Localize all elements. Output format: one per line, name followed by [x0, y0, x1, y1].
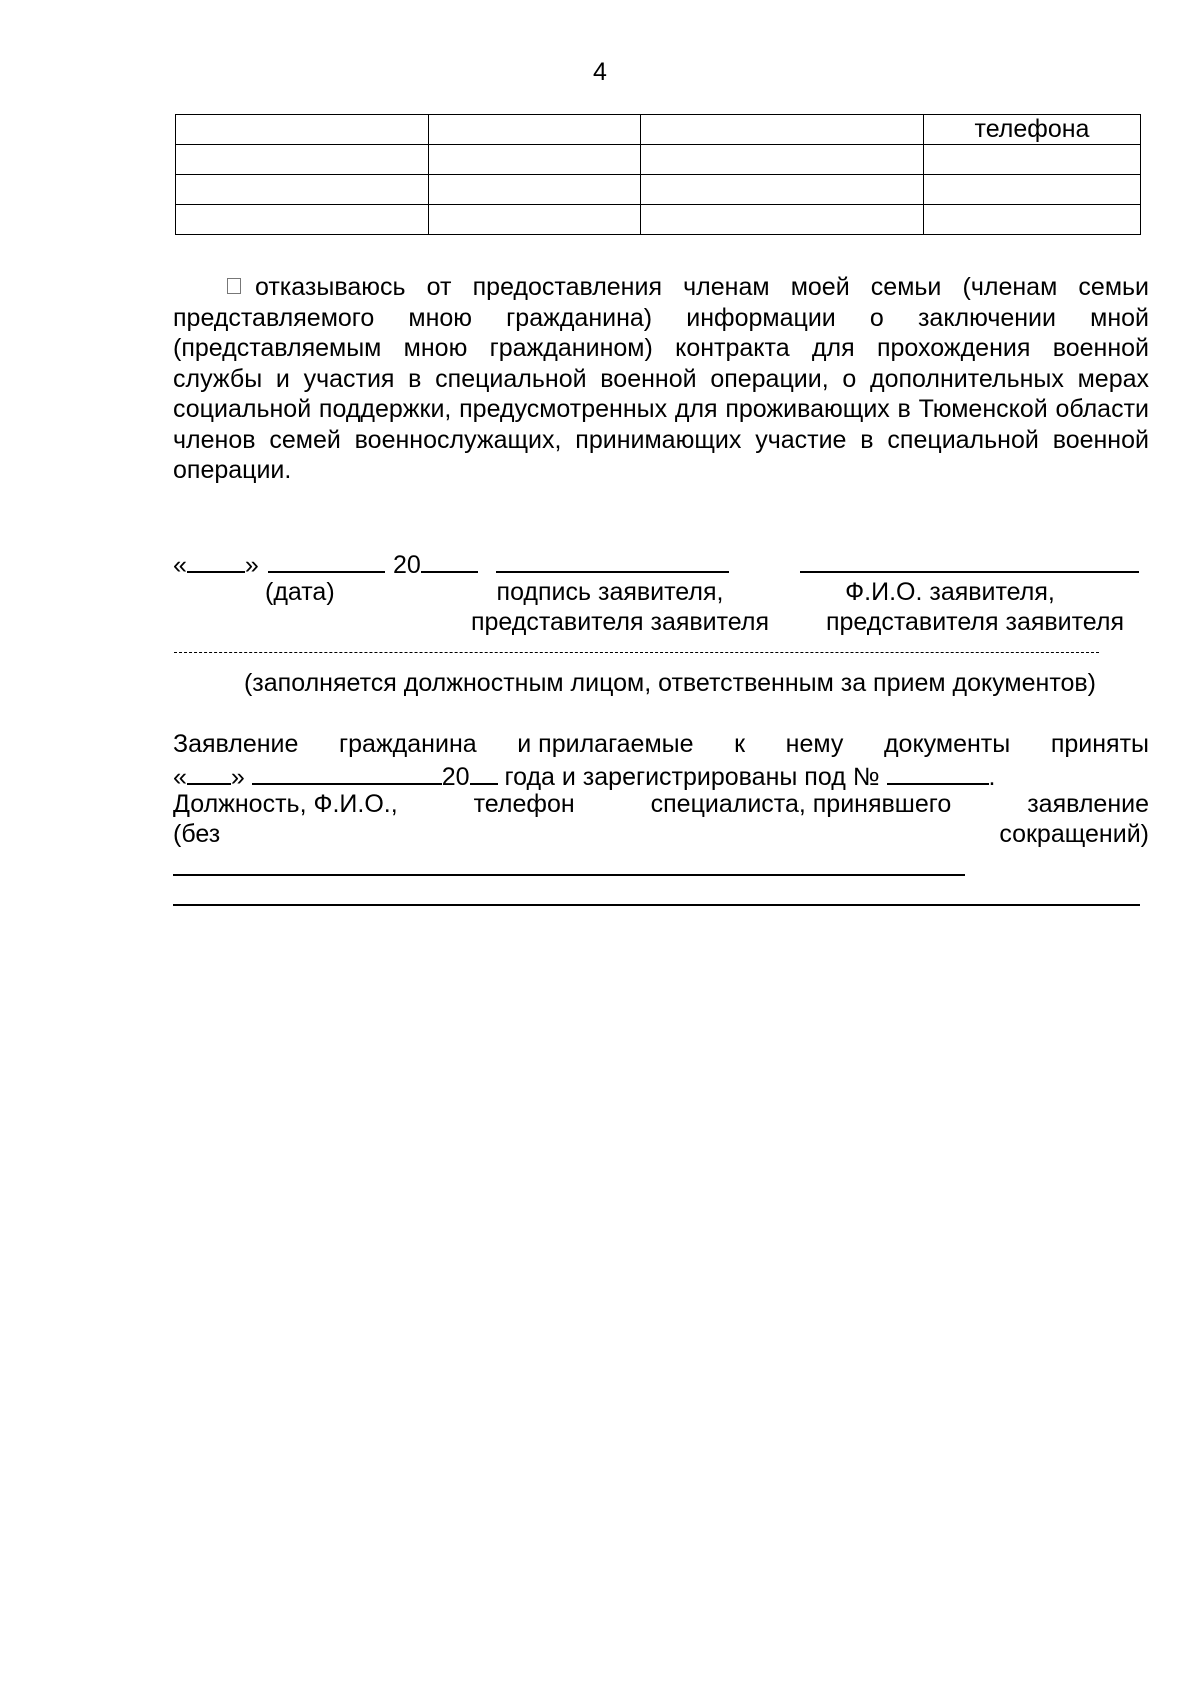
registered-text: года и зарегистрированы под № — [504, 763, 880, 791]
open-quote: « — [173, 551, 187, 579]
table-cell — [429, 115, 641, 145]
fio-line[interactable] — [800, 571, 1139, 573]
month-blank[interactable] — [268, 571, 385, 573]
acceptance-line-2 — [173, 759, 995, 792]
acceptance-word: сокращений) — [999, 820, 1149, 848]
open-quote: « — [173, 763, 187, 791]
refusal-text: отказываюсь от предоставления членам моей семьи (членам семьи представляемого мною гражданина) информации о заключении мной (представляемым мною гражданином) контракта для прохождения военной службы и участия в специальной военной операции, о дополнительных мерах социальной поддержки, предусмотренных для проживающих в Тюменской области членов семей военнослужащих, принимающих участие в специальной военной операции. — [173, 273, 1149, 484]
signature-caption-1: подпись заявителя, — [496, 578, 724, 606]
year-prefix: 20 — [441, 763, 470, 791]
table-row — [176, 145, 1141, 175]
year-field[interactable] — [393, 547, 478, 580]
specialist-line-2[interactable] — [173, 904, 1140, 906]
checkbox-icon[interactable] — [227, 278, 241, 294]
table-cell[interactable] — [176, 145, 429, 175]
table-cell[interactable] — [641, 205, 924, 235]
table-cell — [176, 115, 429, 145]
table-row — [176, 175, 1141, 205]
year-prefix: 20 — [393, 551, 421, 579]
year-blank[interactable] — [470, 759, 498, 785]
close-quote: » — [230, 763, 245, 791]
table-cell[interactable] — [429, 205, 641, 235]
table-cell[interactable] — [641, 145, 924, 175]
month-blank[interactable] — [252, 759, 442, 785]
acceptance-line-1 — [173, 729, 1149, 759]
acceptance-word: и прилагаемые — [517, 730, 694, 758]
table-cell[interactable] — [176, 205, 429, 235]
acceptance-word: документы — [883, 730, 1011, 758]
acceptance-line-3 — [173, 789, 1149, 819]
refusal-paragraph — [173, 272, 1149, 486]
period: . — [988, 763, 996, 791]
date-field[interactable] — [173, 547, 259, 580]
acceptance-word: телефон — [473, 790, 575, 818]
acceptance-word: нему — [785, 730, 844, 758]
table-cell[interactable] — [924, 205, 1141, 235]
table-cell — [641, 115, 924, 145]
signature-line[interactable] — [496, 571, 729, 573]
date-caption: (дата) — [265, 578, 335, 606]
acceptance-word: гражданина — [339, 730, 477, 758]
acceptance-word: приняты — [1050, 730, 1149, 758]
specialist-line-1[interactable] — [173, 874, 965, 876]
day-blank[interactable] — [187, 759, 231, 785]
table-cell[interactable] — [429, 175, 641, 205]
cut-line — [174, 652, 1099, 653]
year-blank[interactable] — [421, 547, 478, 573]
day-blank[interactable] — [187, 547, 245, 573]
fio-caption-1: Ф.И.О. заявителя, — [845, 578, 1055, 606]
registration-number-blank[interactable] — [887, 759, 989, 785]
table-cell[interactable] — [924, 175, 1141, 205]
table-row — [176, 205, 1141, 235]
table-cell[interactable] — [924, 145, 1141, 175]
acceptance-word: специалиста, принявшего — [650, 790, 952, 818]
official-note: (заполняется должностным лицом, ответственным за прием документов) — [243, 669, 1096, 697]
close-quote: » — [244, 551, 259, 579]
table-cell[interactable] — [176, 175, 429, 205]
table-cell[interactable] — [429, 145, 641, 175]
fio-caption-2: представителя заявителя — [825, 608, 1125, 636]
table-row — [176, 115, 1141, 145]
acceptance-word: заявление — [1027, 790, 1149, 818]
acceptance-word: к — [734, 730, 746, 758]
acceptance-word: Заявление — [173, 730, 299, 758]
signature-caption-2: представителя заявителя — [470, 608, 770, 636]
acceptance-word: Должность, Ф.И.О., — [173, 790, 398, 818]
data-table — [175, 114, 1141, 235]
page-number: 4 — [593, 58, 607, 86]
table-cell[interactable] — [641, 175, 924, 205]
table-cell-phone-header: телефона — [924, 115, 1141, 145]
acceptance-line-4 — [173, 819, 1149, 849]
acceptance-word: (без — [173, 820, 221, 848]
